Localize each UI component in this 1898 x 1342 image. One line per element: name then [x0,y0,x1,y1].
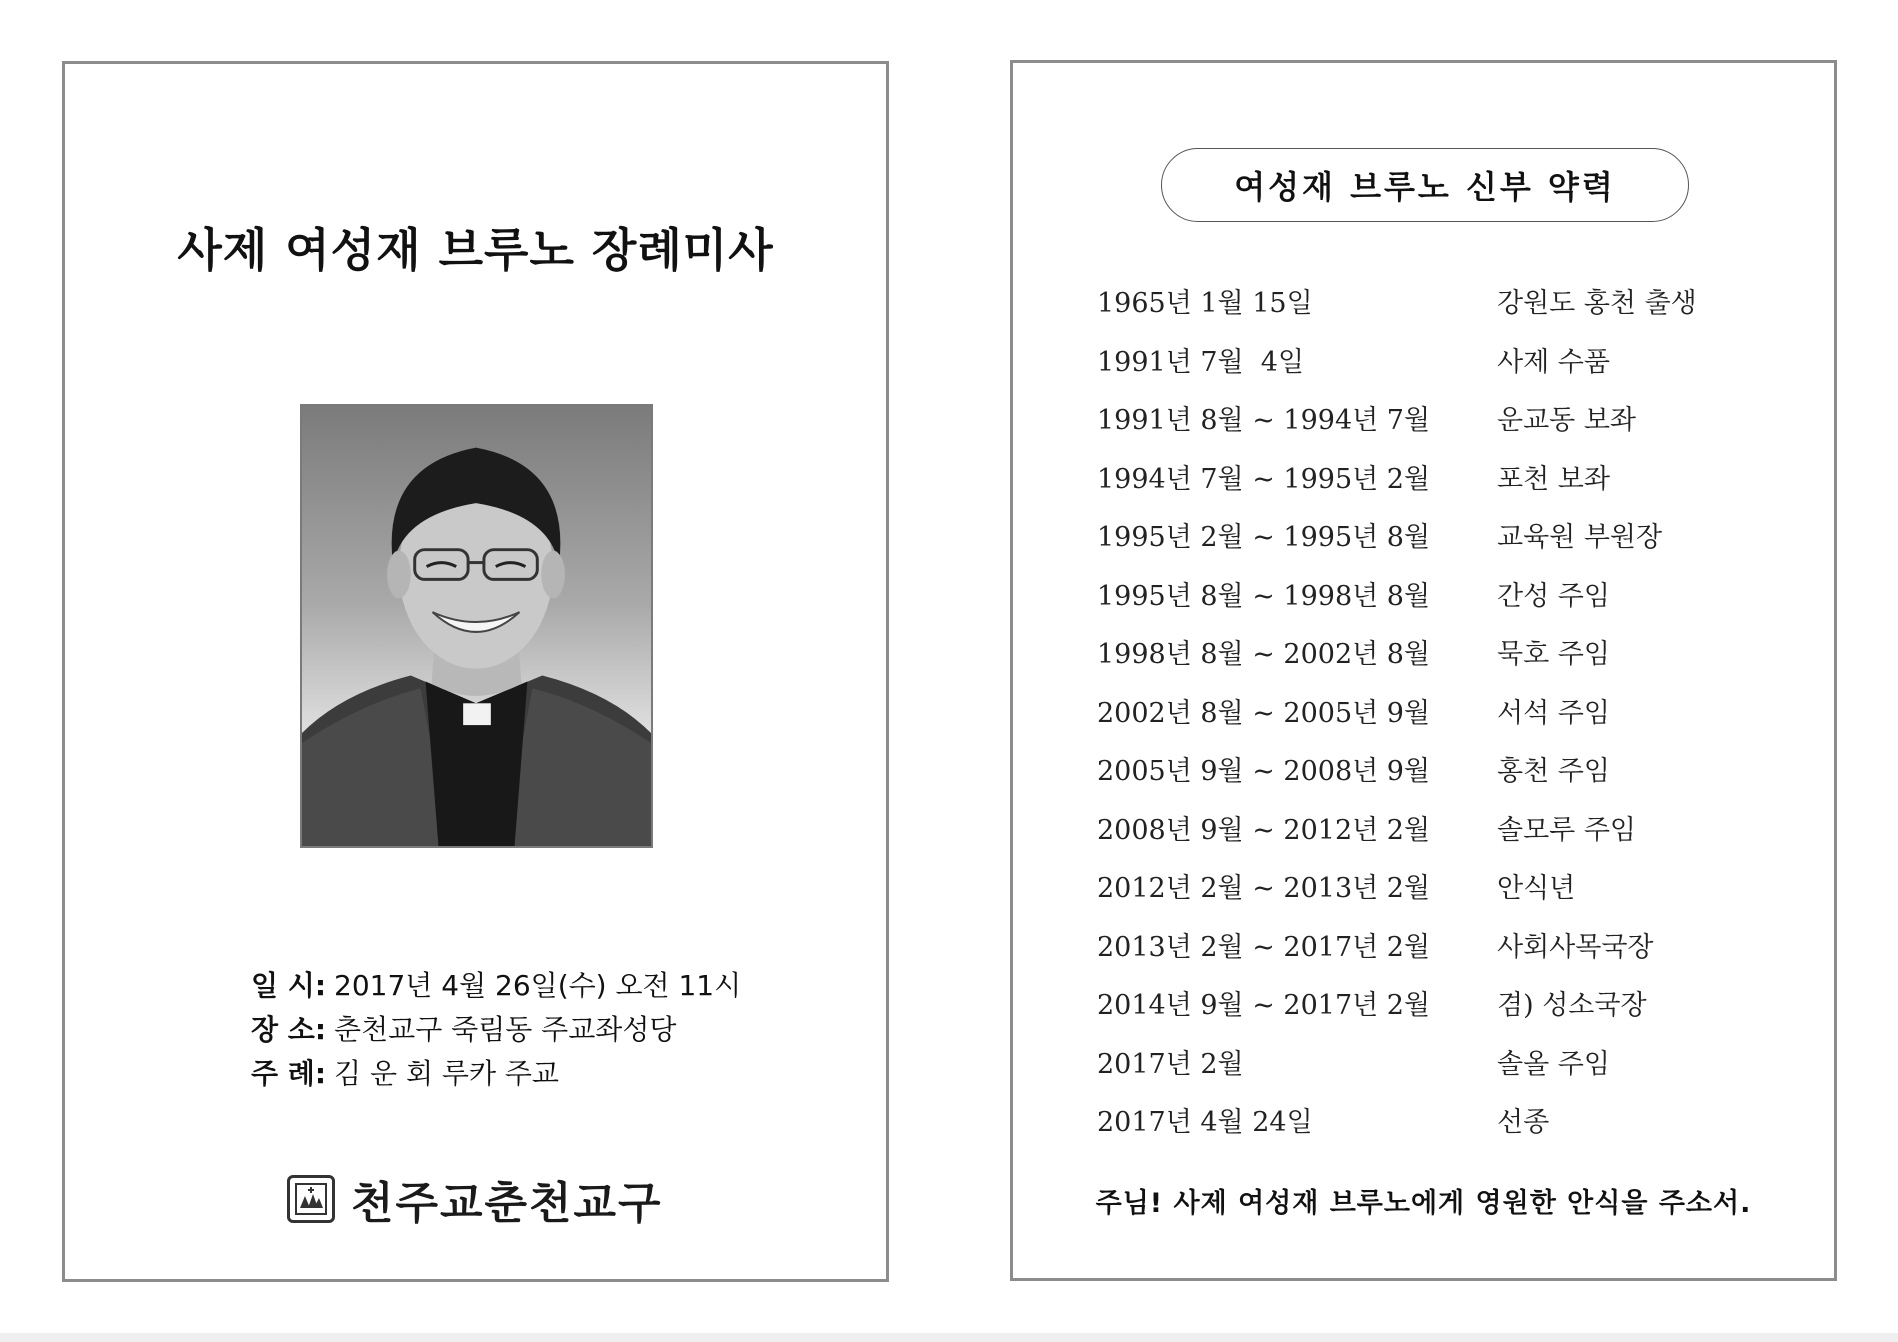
timeline-event: 서석 주임 [1497,697,1610,729]
timeline-row [1097,977,1777,1036]
closing-prayer: 주님! 사제 여성재 브루노에게 영원한 안식을 주소서. [1095,1188,1752,1219]
timeline-date: 2017년 2월 [1097,1048,1244,1080]
service-details [251,964,741,1096]
timeline-date: 1991년 7월 4일 [1097,346,1305,378]
datetime-value: 2017년 4월 26일(수) 오전 11시 [334,969,742,1002]
timeline-date: 2005년 9월 ~ 2008년 9월 [1097,756,1431,787]
timeline-event: 솔올 주임 [1497,1048,1610,1080]
timeline-event: 홍천 주임 [1497,756,1610,787]
diocese-seal-icon [287,1175,335,1223]
timeline-event: 간성 주임 [1497,580,1610,612]
priest-portrait [300,404,653,848]
timeline-date: 1995년 8월 ~ 1998년 8월 [1097,580,1431,612]
timeline-row [1097,1094,1777,1153]
timeline-date: 2012년 2월 ~ 2013년 2월 [1097,873,1431,904]
timeline-row [1097,451,1777,510]
celebrant-value: 김 운 회 루카 주교 [334,1057,559,1090]
timeline-row [1097,626,1777,685]
service-location [251,1008,741,1052]
timeline-date: 1994년 7월 ~ 1995년 2월 [1097,463,1431,495]
timeline-row [1097,1036,1777,1095]
timeline-event: 포천 보좌 [1497,463,1610,495]
timeline-row [1097,334,1777,393]
service-celebrant [251,1052,741,1096]
page-title: 사제 여성재 브루노 장례미사 [177,223,774,277]
location-label: 장 소: [251,1013,327,1046]
timeline-row [1097,275,1777,334]
service-datetime [251,964,741,1008]
timeline-date: 1991년 8월 ~ 1994년 7월 [1097,405,1431,436]
timeline-date: 2017년 4월 24일 [1097,1107,1313,1138]
timeline-event: 겸) 성소국장 [1497,990,1647,1021]
celebrant-label: 주 례: [251,1057,327,1090]
timeline-event: 운교동 보좌 [1497,405,1636,436]
timeline-date: 2002년 8월 ~ 2005년 9월 [1097,697,1431,729]
timeline-row [1097,392,1777,451]
timeline-date: 1995년 2월 ~ 1995년 8월 [1097,522,1431,553]
timeline-row [1097,685,1777,744]
portrait-image [302,406,651,846]
page-bottom-band [0,1333,1898,1342]
biography-card [1010,60,1837,1281]
timeline-event: 안식년 [1497,873,1576,904]
timeline-row [1097,919,1777,978]
timeline-event: 솔모루 주임 [1497,814,1636,846]
timeline-date: 2008년 9월 ~ 2012년 2월 [1097,814,1431,846]
location-value: 춘천교구 죽림동 주교좌성당 [334,1013,677,1046]
timeline-row [1097,509,1777,568]
timeline-event: 사제 수품 [1497,346,1610,378]
timeline-date: 1998년 8월 ~ 2002년 8월 [1097,639,1431,670]
timeline-row [1097,860,1777,919]
datetime-label: 일 시: [251,969,327,1002]
timeline-list [1097,275,1777,1153]
timeline-event: 강원도 홍천 출생 [1497,288,1697,319]
timeline-row [1097,568,1777,627]
timeline-event: 사회사목국장 [1497,931,1654,963]
biography-heading: 여성재 브루노 신부 약력 [1161,148,1689,222]
timeline-date: 2014년 9월 ~ 2017년 2월 [1097,990,1431,1021]
timeline-row [1097,743,1777,802]
timeline-date: 2013년 2월 ~ 2017년 2월 [1097,931,1431,963]
timeline-event: 교육원 부원장 [1497,522,1663,553]
diocese-logo [287,1171,663,1227]
timeline-event: 묵호 주임 [1497,639,1610,670]
funeral-card-cover [62,61,889,1282]
timeline-event: 선종 [1497,1107,1550,1138]
timeline-row [1097,802,1777,861]
timeline-date: 1965년 1월 15일 [1097,288,1313,319]
diocese-name: 천주교춘천교구 [351,1178,663,1229]
